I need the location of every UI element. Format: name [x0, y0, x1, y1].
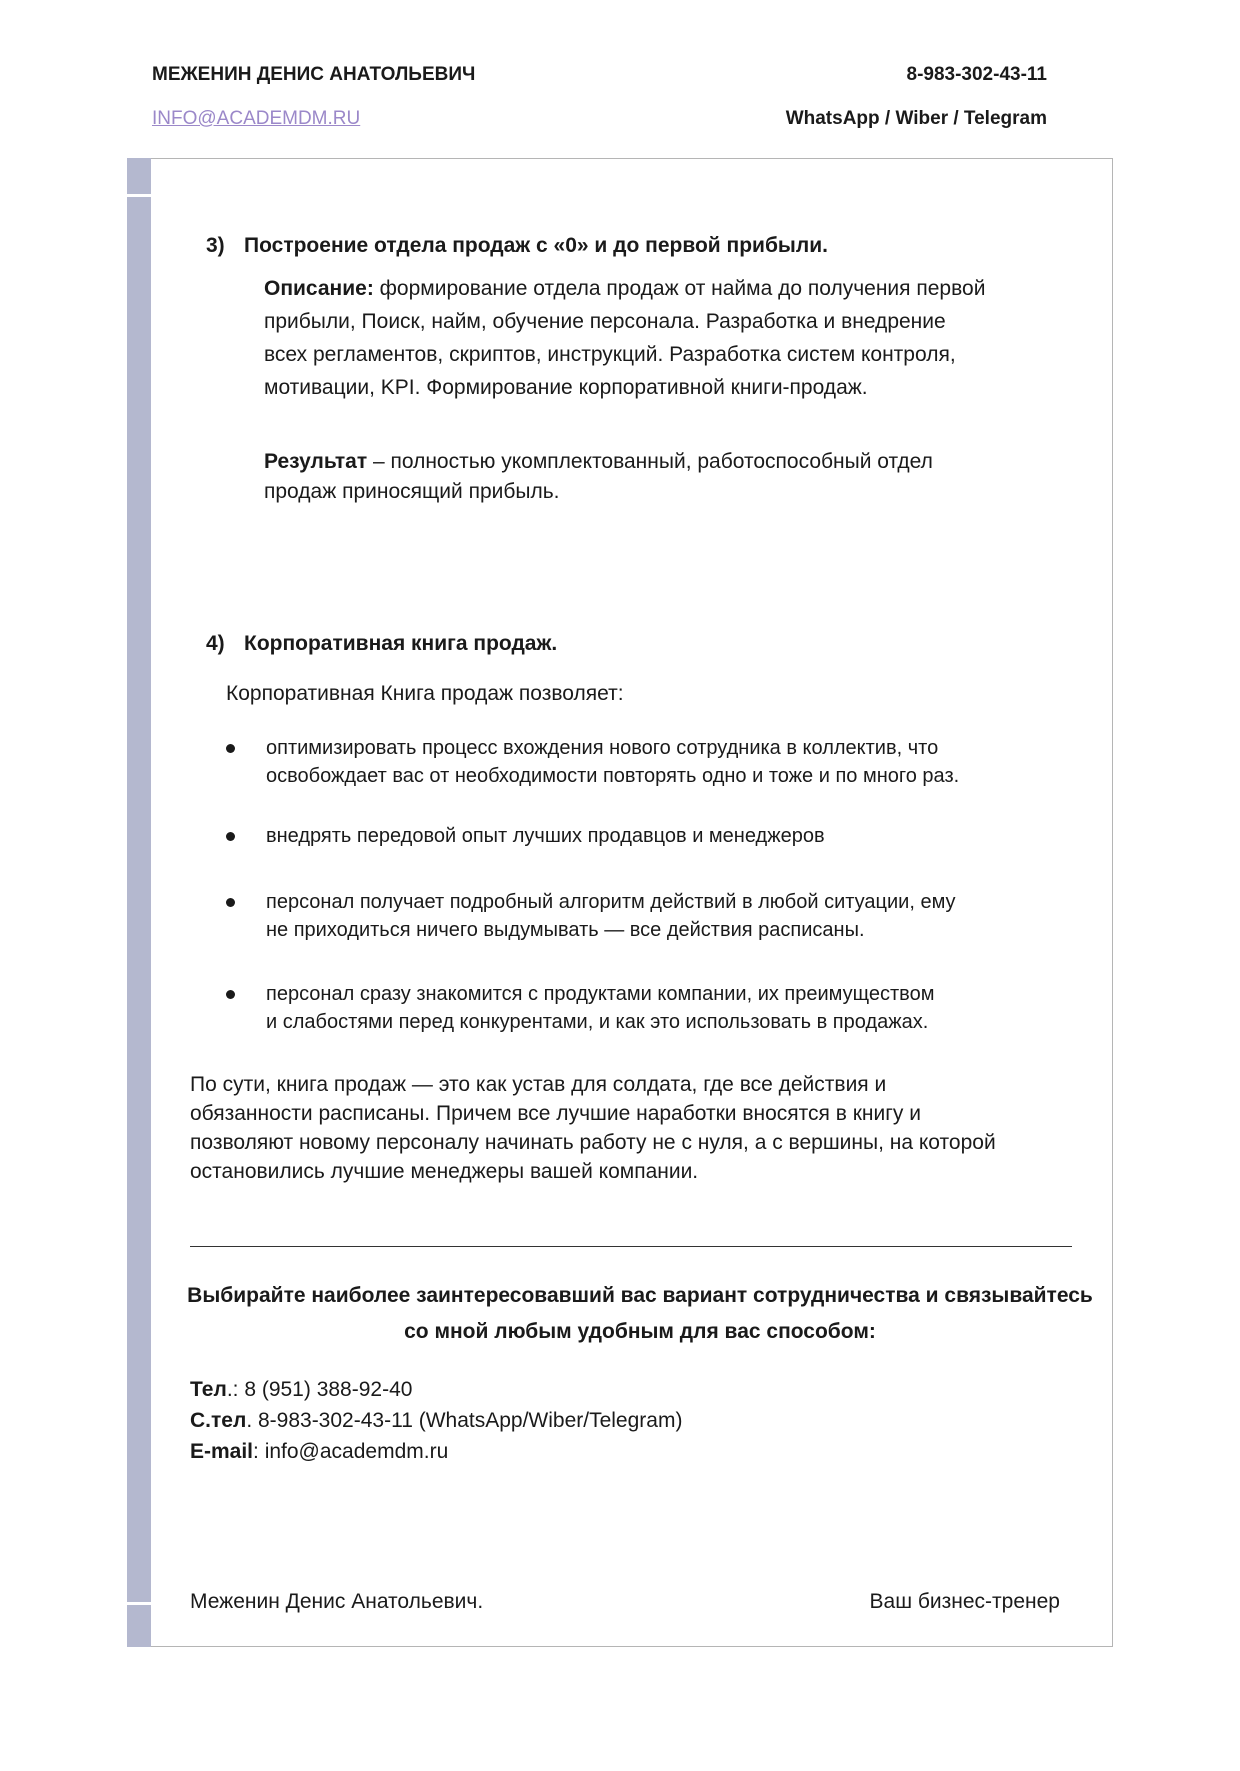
contact-email — [190, 1436, 682, 1467]
bullet-icon — [226, 990, 235, 999]
list-item-line: и слабостями перед конкурентами, и как это использовать в продажах. — [266, 1011, 929, 1033]
section-title-text: Корпоративная книга продаж. — [244, 632, 558, 655]
cta-line: со мной любым удобным для вас способом: — [404, 1320, 876, 1343]
list-item-line: внедрять передовой опыт лучших продавцов и менеджеров — [266, 825, 825, 847]
decorative-sidebar — [127, 158, 151, 1647]
list-item-line: не приходиться ничего выдумывать — все действия расписаны. — [266, 919, 865, 941]
list-item-line: освобождает вас от необходимости повторять одно и тоже и по много раз. — [266, 765, 960, 787]
contact-phone — [190, 1374, 682, 1405]
call-to-action — [160, 1278, 1120, 1350]
summary-paragraph — [190, 1070, 1090, 1186]
divider-line — [190, 1246, 1072, 1247]
contact-label: Тел — [190, 1378, 227, 1401]
contact-label: С.тел — [190, 1409, 247, 1432]
signature-role: Ваш бизнес-тренер — [869, 1590, 1060, 1613]
bullet-icon — [226, 832, 235, 841]
section-3-description — [264, 272, 1084, 404]
list-item-line: персонал получает подробный алгоритм действий в любой ситуации, ему — [266, 891, 956, 913]
description-label: Описание: — [264, 277, 374, 300]
contact-value[interactable]: .: 8 (951) 388-92-40 — [226, 1378, 413, 1401]
result-label: Результат — [264, 450, 368, 473]
section-4-title — [206, 632, 557, 656]
section-number: 3) — [206, 234, 225, 257]
author-name: МЕЖЕНИН ДЕНИС АНАТОЛЬЕВИЧ — [152, 64, 476, 85]
section-3-title — [206, 234, 828, 258]
header-phone: 8-983-302-43-11 — [906, 64, 1047, 85]
list-item-line: персонал сразу знакомится с продуктами компании, их преимуществом — [266, 983, 935, 1005]
sidebar-notch — [127, 194, 151, 197]
result-line: продаж приносящий прибыль. — [264, 480, 560, 503]
header-email-link[interactable]: INFO@ACADEMDM.RU — [152, 108, 361, 129]
description-line: прибыли, Поиск, найм, обучение персонала. Разработка и внедрение — [264, 310, 946, 333]
description-line: всех регламентов, скриптов, инструкций. Разработка систем контроля, — [264, 343, 956, 366]
contact-value[interactable]: : info@academdm.ru — [253, 1440, 449, 1463]
bullet-icon — [226, 898, 235, 907]
contact-label: E-mail — [190, 1440, 254, 1463]
signature-name: Меженин Денис Анатольевич. — [190, 1590, 484, 1613]
bullet-icon — [226, 744, 235, 753]
section-number: 4) — [206, 632, 225, 655]
summary-line: По сути, книга продаж — это как устав для солдата, где все действия и — [190, 1073, 887, 1096]
result-line: Результат – полностью укомплектованный, работоспособный отдел — [264, 450, 933, 473]
summary-line: обязанности расписаны. Причем все лучшие наработки вносятся в книгу и — [190, 1102, 921, 1125]
description-line: мотивации, KPI. Формирование корпоративной книги-продаж. — [264, 376, 868, 399]
section-title-text: Построение отдела продаж с «0» и до первой прибыли. — [244, 234, 828, 257]
section-4-intro: Корпоративная Книга продаж позволяет: — [226, 682, 624, 705]
contacts-block — [190, 1374, 682, 1467]
sidebar-notch — [127, 1602, 151, 1605]
summary-line: позволяют новому персоналу начинать работу не с нуля, а с вершины, на которой — [190, 1131, 996, 1154]
list-item-line: оптимизировать процесс вхождения нового сотрудника в коллектив, что — [266, 737, 939, 759]
contact-mobile — [190, 1405, 682, 1436]
cta-line: Выбирайте наиболее заинтересовавший вас вариант сотрудничества и связывайтесь — [187, 1284, 1093, 1307]
description-line: Описание: формирование отдела продаж от найма до получения первой — [264, 277, 986, 300]
contact-value[interactable]: . 8-983-302-43-11 (WhatsApp/Wiber/Telegram) — [246, 1409, 683, 1432]
section-3-result — [264, 447, 1084, 507]
summary-line: остановились лучшие менеджеры вашей компании. — [190, 1160, 699, 1183]
header-messengers: WhatsApp / Wiber / Telegram — [785, 108, 1047, 129]
